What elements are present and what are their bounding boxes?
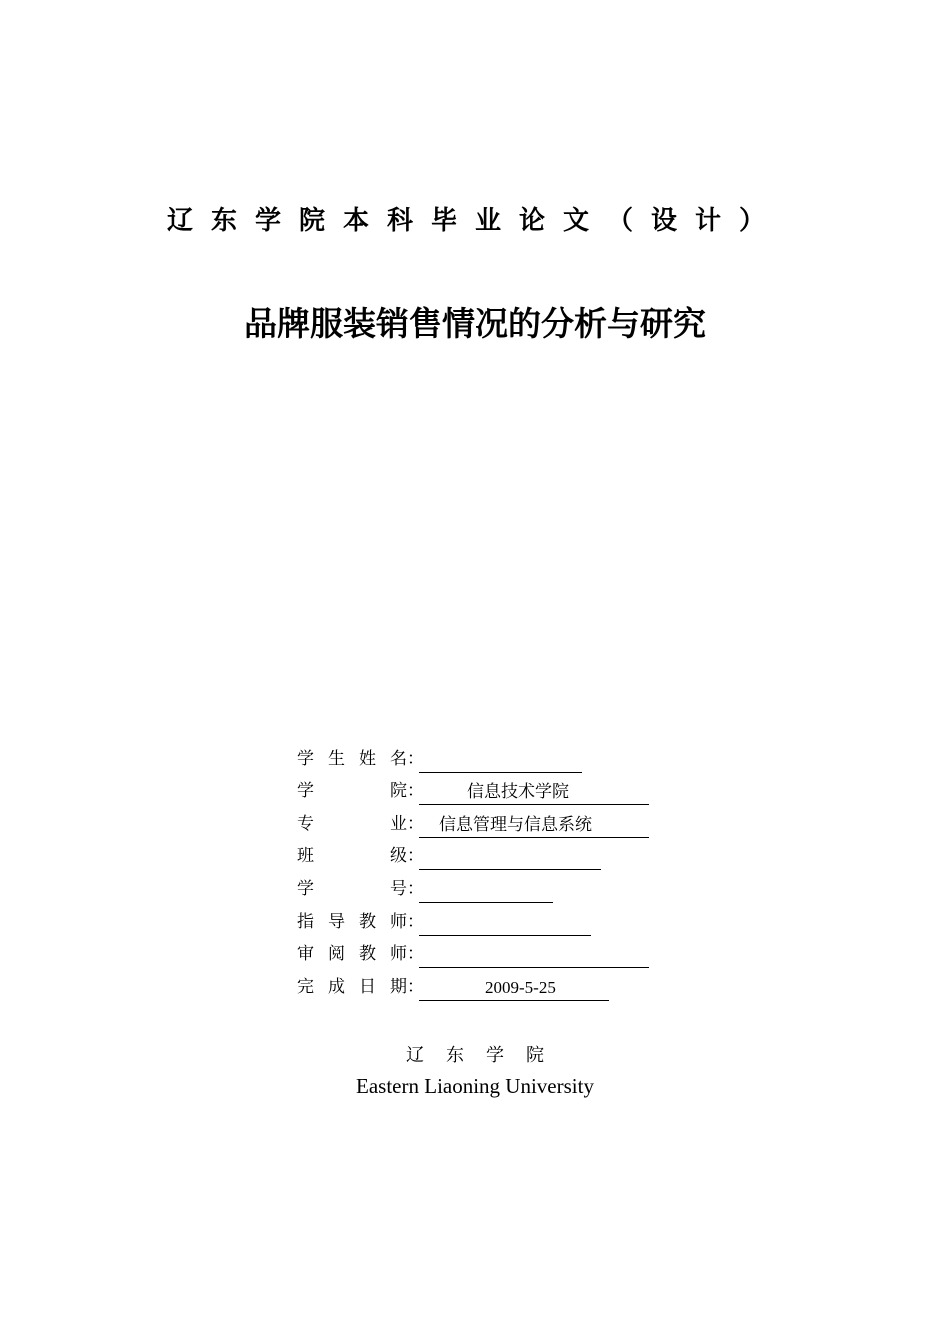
student-id-value xyxy=(419,879,553,903)
label-char: 学 xyxy=(297,878,314,899)
label-char: 成 xyxy=(328,976,345,997)
info-colon: ： xyxy=(407,846,424,867)
label-char: 师 xyxy=(390,944,407,965)
header-title: 辽东学院本科毕业论文（设计） xyxy=(166,206,783,236)
label-char: 期 xyxy=(390,976,407,997)
info-label xyxy=(297,878,407,903)
info-label xyxy=(297,911,407,936)
info-row-major xyxy=(297,805,677,838)
student-name-value xyxy=(419,749,582,773)
info-label xyxy=(297,976,407,1001)
label-char: 日 xyxy=(359,976,376,997)
label-char: 师 xyxy=(390,911,407,932)
info-label xyxy=(297,780,407,805)
label-char: 班 xyxy=(297,846,314,867)
info-colon: ： xyxy=(407,781,424,802)
reviewer-value xyxy=(419,944,649,968)
info-colon: ： xyxy=(407,878,424,899)
info-row-student-id xyxy=(297,870,677,903)
label-char: 阅 xyxy=(328,944,345,965)
label-char: 学 xyxy=(297,781,314,802)
info-colon: ： xyxy=(407,813,424,834)
class-value xyxy=(419,846,601,870)
label-char: 专 xyxy=(297,813,314,834)
label-char: 审 xyxy=(297,944,314,965)
advisor-value xyxy=(419,912,591,936)
info-row-student-name xyxy=(297,740,677,773)
info-row-advisor xyxy=(297,903,677,936)
thesis-title: 品牌服装销售情况的分析与研究 xyxy=(244,304,706,343)
label-char: 教 xyxy=(359,944,376,965)
info-colon: ： xyxy=(407,748,424,769)
label-char: 学 xyxy=(297,748,314,769)
label-char: 教 xyxy=(359,911,376,932)
info-row-completion-date xyxy=(297,968,677,1001)
info-label xyxy=(297,813,407,838)
label-char: 指 xyxy=(297,911,314,932)
info-colon: ： xyxy=(407,976,424,997)
label-char: 院 xyxy=(390,781,407,802)
info-colon: ： xyxy=(407,911,424,932)
label-char: 名 xyxy=(390,748,407,769)
info-label xyxy=(297,845,407,870)
label-char: 级 xyxy=(390,846,407,867)
info-row-class xyxy=(297,838,677,871)
label-char: 姓 xyxy=(359,748,376,769)
info-row-reviewer xyxy=(297,936,677,969)
label-char: 导 xyxy=(328,911,345,932)
info-block xyxy=(297,740,677,1001)
info-label xyxy=(297,943,407,968)
completion-date-value: 2009-5-25 xyxy=(419,977,609,1001)
label-char: 完 xyxy=(297,976,314,997)
university-name-cn: 辽东学院 xyxy=(406,1045,566,1066)
info-colon: ： xyxy=(407,944,424,965)
college-value: 信息技术学院 xyxy=(419,781,649,805)
label-char: 生 xyxy=(328,748,345,769)
label-char: 业 xyxy=(390,813,407,834)
major-value: 信息管理与信息系统 xyxy=(419,814,649,838)
info-row-college xyxy=(297,773,677,806)
university-name-en: Eastern Liaoning University xyxy=(356,1074,594,1098)
label-char: 号 xyxy=(390,878,407,899)
info-label xyxy=(297,748,407,773)
